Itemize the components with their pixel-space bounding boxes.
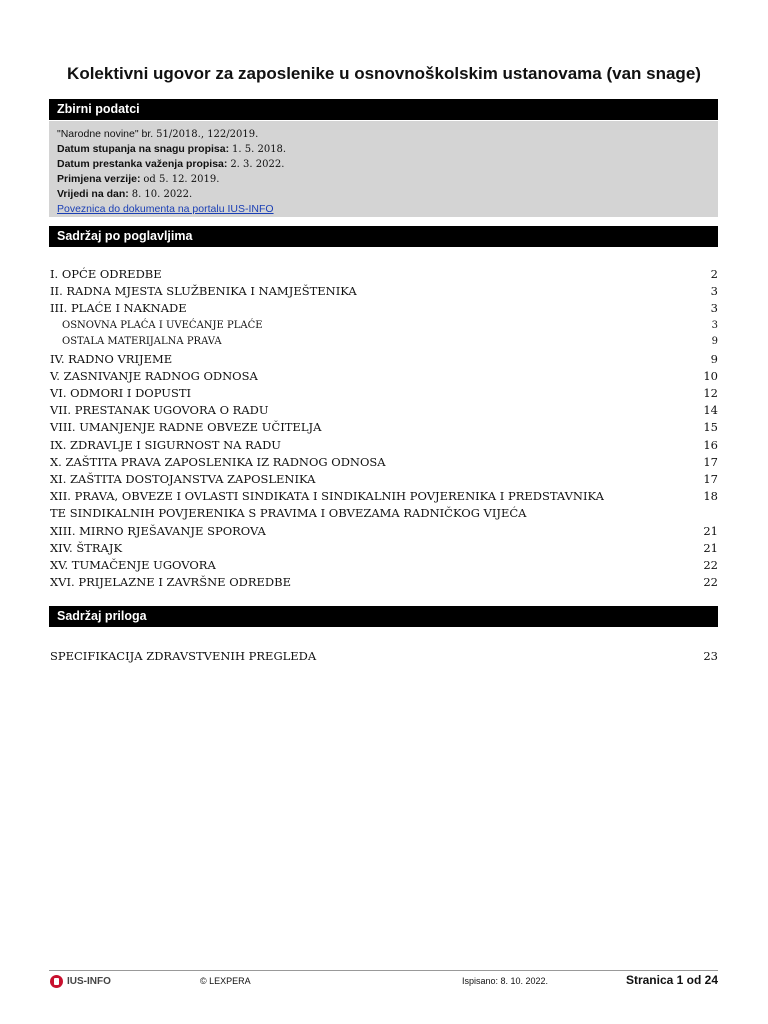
valid-value: 8. 10. 2022.: [131, 189, 193, 200]
toc-page-number: 16: [703, 437, 718, 452]
valid-label: Vrijedi na dan:: [57, 188, 129, 200]
valid-line: [57, 187, 710, 202]
expiry-label: Datum prestanka važenja propisa:: [57, 158, 228, 170]
toc-row[interactable]: XVI. PRIJELAZNE I ZAVRŠNE ODREDBE 22: [50, 574, 718, 591]
toc-row[interactable]: IX. ZDRAVLJE I SIGURNOST NA RADU 16: [50, 437, 718, 454]
toc-page-number: 21: [703, 523, 718, 538]
toc-page-number: 3: [710, 284, 718, 299]
portal-link[interactable]: Poveznica do dokumenta na portalu IUS-INFO: [57, 203, 274, 215]
toc-row[interactable]: XIII. MIRNO RJEŠAVANJE SPOROVA 21: [50, 523, 718, 540]
page-number: Stranica 1 od 24: [625, 973, 718, 987]
toc-page-number: 9: [710, 351, 718, 366]
document-title: Kolektivni ugovor za zaposlenike u osnovnoškolskim ustanovama (van snage): [67, 64, 701, 83]
toc-page-number: 9: [711, 336, 718, 348]
toc-page-number: 14: [703, 403, 718, 418]
toc-page-number: 3: [710, 301, 718, 316]
toc-page-number: 18: [703, 489, 718, 504]
version-label: Primjena verzije:: [57, 173, 141, 185]
toc-page-number: 12: [703, 386, 718, 401]
gazette-value: 51/2018., 122/2019.: [156, 129, 259, 140]
toc-row[interactable]: VIII. UMANJENJE RADNE OBVEZE UČITELJA 15: [50, 419, 718, 436]
effective-label: Datum stupanja na snagu propisa:: [57, 143, 230, 155]
toc-page-number: 2: [710, 267, 718, 281]
attachments-toc: [50, 648, 718, 665]
footer-printed-date: Ispisano: 8. 10. 2022.: [462, 976, 549, 986]
toc-subrow[interactable]: OSNOVNA PLAĆA I UVEĆANJE PLAĆE 3: [50, 318, 718, 335]
footer-divider: [49, 970, 718, 971]
toc-page-number: 22: [703, 558, 718, 573]
toc-row[interactable]: V. ZASNIVANJE RADNOG ODNOSA 10: [50, 368, 718, 385]
expiry-line: [57, 157, 710, 172]
toc-row[interactable]: I. OPĆE ODREDBE 2: [50, 266, 718, 283]
toc-page-number: 17: [703, 472, 718, 487]
toc-subrow[interactable]: OSTALA MATERIJALNA PRAVA 9: [50, 334, 718, 351]
toc-row[interactable]: X. ZAŠTITA PRAVA ZAPOSLENIKA IZ RADNOG ODNOSA 17: [50, 454, 718, 471]
toc-page-number: 23: [703, 649, 718, 663]
toc-row[interactable]: III. PLAĆE I NAKNADE 3: [50, 300, 718, 317]
toc-page-number: 15: [703, 420, 718, 435]
chapters-heading: Sadržaj po poglavljima: [49, 226, 718, 247]
toc-page-number: 21: [703, 540, 718, 555]
chapters-toc: [50, 266, 718, 591]
summary-heading: Zbirni podatci: [49, 99, 718, 120]
toc-row[interactable]: IV. RADNO VRIJEME 9: [50, 351, 718, 368]
gazette-line: [57, 127, 710, 142]
effective-value: 1. 5. 2018.: [232, 144, 287, 155]
toc-row[interactable]: VI. ODMORI I DOPUSTI 12: [50, 385, 718, 402]
toc-row[interactable]: XI. ZAŠTITA DOSTOJANSTVA ZAPOSLENIKA 17: [50, 471, 718, 488]
toc-page-number: 3: [711, 319, 718, 331]
toc-row[interactable]: SPECIFIKACIJA ZDRAVSTVENIH PREGLEDA 23: [50, 648, 718, 665]
attachments-heading: Sadržaj priloga: [49, 606, 718, 627]
toc-page-number: 10: [703, 368, 718, 383]
expiry-value: 2. 3. 2022.: [230, 159, 285, 170]
footer-copyright: © LEXPERA: [200, 976, 251, 986]
ius-info-logo-icon: [50, 975, 63, 988]
toc-row[interactable]: II. RADNA MJESTA SLUŽBENIKA I NAMJEŠTENIKA 3: [50, 283, 718, 300]
version-line: [57, 172, 710, 187]
summary-box: [49, 121, 718, 217]
toc-row[interactable]: XIV. ŠTRAJK 21: [50, 540, 718, 557]
version-value: od 5. 12. 2019.: [143, 174, 220, 185]
ius-info-logo: IUS-INFO: [50, 975, 111, 988]
toc-page-number: 17: [703, 454, 718, 469]
toc-row[interactable]: VII. PRESTANAK UGOVORA O RADU 14: [50, 402, 718, 419]
toc-page-number: 22: [703, 575, 718, 590]
toc-row[interactable]: XV. TUMAČENJE UGOVORA 22: [50, 557, 718, 574]
gazette-label: "Narodne novine" br.: [57, 128, 154, 140]
effective-line: [57, 142, 710, 157]
toc-row[interactable]: XII. PRAVA, OBVEZE I OVLASTI SINDIKATA I SINDIKALNIH POVJERENIKA I PREDSTAVNIKA TE SINDIKALNIH POVJERENIKA S PRAVIMA I OBVEZAMA RADNIČKOG VIJEĆA 18: [50, 489, 718, 521]
